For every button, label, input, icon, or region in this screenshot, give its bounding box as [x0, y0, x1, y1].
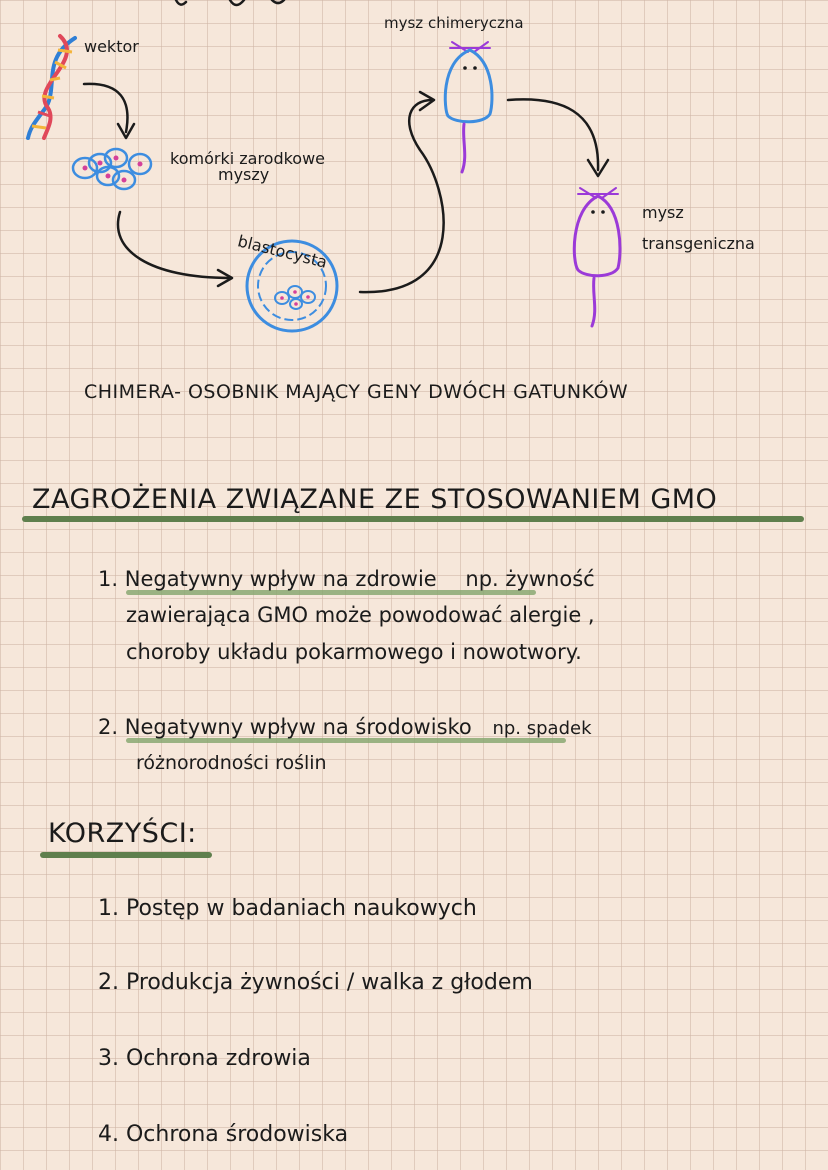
arrow-cells-to-blastocyst: [118, 212, 230, 278]
threats-heading-underline: [22, 516, 804, 522]
label-transgenic-mouse-2: transgeniczna: [642, 234, 755, 253]
label-chimeric-mouse: mysz chimeryczna: [384, 14, 524, 32]
threat-2-example: np. spadek: [492, 718, 592, 739]
benefit-item-2: 2. Produkcja żywności / walka z głodem: [98, 970, 533, 995]
threats-heading: ZAGROŻENIA ZWIĄZANE ZE STOSOWANIEM GMO: [32, 484, 718, 515]
chimera-definition: CHIMERA- OSOBNIK MAJĄCY GENY DWÓCH GATUNKÓW: [84, 381, 629, 403]
label-transgenic-mouse-1: mysz: [642, 203, 684, 222]
arrow-chimera-to-transgenic: [508, 99, 598, 170]
benefit-item-1: 1. Postęp w badaniach naukowych: [98, 896, 477, 921]
threat-1-number: 1.: [98, 567, 119, 591]
label-germ-cells: komórki zarodkowe: [170, 149, 326, 168]
benefit-item-4: 4. Ochrona środowiska: [98, 1122, 349, 1147]
threat-item-1-line2: zawierająca GMO może powodować alergie ,: [126, 603, 595, 627]
label-germ-cells-mice: myszy: [218, 165, 270, 184]
label-blastocyst: blastocysta: [235, 231, 330, 272]
threat-item-2-line1: [98, 712, 592, 744]
threat-item-1-line1: [98, 564, 595, 594]
label-vector: wektor: [84, 37, 139, 56]
threat-2-highlight: Negatywny wpływ na środowisko: [124, 715, 472, 739]
benefits-heading: KORZYŚCI:: [48, 818, 197, 849]
germ-cells-icon: [73, 149, 151, 189]
clipped-heading-remnant: [176, 0, 284, 5]
arrow-vector-to-cells: [84, 84, 127, 132]
threat-1-example: np. żywność: [465, 567, 595, 591]
benefits-heading-underline: [40, 852, 212, 858]
threat-item-1-line3: choroby układu pokarmowego i nowotwory.: [126, 640, 582, 664]
chimeric-mouse-icon: [445, 42, 492, 172]
threat-1-highlight: Negatywny wpływ na zdrowie: [124, 567, 437, 591]
arrow-blastocyst-to-chimera: [360, 100, 444, 292]
threat-2-number: 2.: [98, 715, 119, 739]
threat-item-2-line2: różnorodności roślin: [136, 752, 327, 774]
benefit-item-3: 3. Ochrona zdrowia: [98, 1046, 311, 1071]
transgenic-mouse-icon: [574, 188, 620, 326]
dna-helix-icon: [28, 36, 75, 138]
